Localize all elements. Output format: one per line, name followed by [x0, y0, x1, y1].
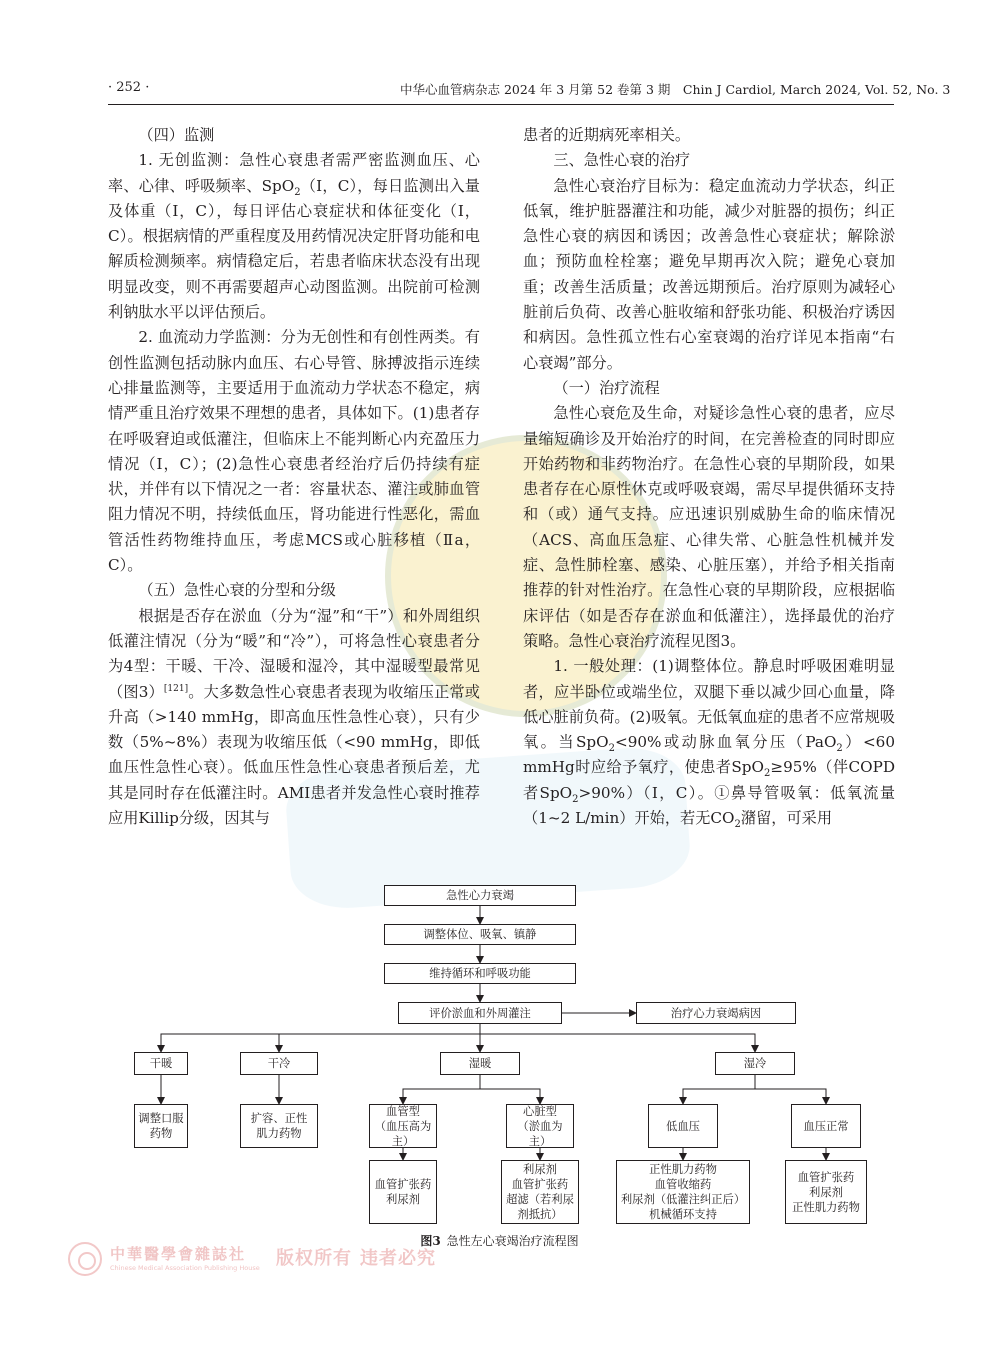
node-normotension-treatment: 血管扩张药 利尿剂 正性肌力药物: [785, 1160, 867, 1224]
publisher-emblem-icon: [68, 1242, 102, 1276]
node-treat-cause: 治疗心力衰竭病因: [636, 1002, 796, 1024]
reference-marker: [121]: [163, 683, 189, 694]
paragraph-treatment-flow: 急性心衰危及生命，对疑诊急性心衰的患者，应尽量缩短确诊及开始治疗的时间，在完善检查的同时即应开始药物和非药物治疗。在急性心衰的早期阶段，如果患者存在心原性休克或呼吸衰竭，需尽早提供循环支持和（或）通气支持。应迅速识别威胁生命的临床情况（ACS、高血压急症、心律失常、心脏急性机械并发症、急性肺栓塞、感染、心脏压塞），并给予相关指南推荐的针对性治疗。在急性心衰的早期阶段，应根据临床评估（如是否存在淤血和低灌注），选择最优的治疗策略。急性心衰治疗流程见图3。: [523, 404, 895, 650]
publisher-logo: [68, 1240, 488, 1278]
section-heading-treatment: 三、急性心衰的治疗: [553, 151, 691, 170]
copyright-notice: 版权所有: [276, 1248, 352, 1269]
node-assess-congestion: 评价淤血和外周灌注: [398, 1002, 562, 1024]
node-dry-cold-treatment: 扩容、正性 肌力药物: [240, 1104, 318, 1148]
node-cardiac-type: 心脏型 （淤血为主）: [506, 1104, 574, 1148]
infringement-notice: 违者必究: [360, 1248, 436, 1269]
node-vascular-treatment: 血管扩张药 利尿剂: [369, 1160, 437, 1224]
figure-caption-text: 急性左心衰竭治疗流程图: [446, 1234, 579, 1248]
section-heading-monitor: （四）监测: [138, 126, 215, 144]
node-wet-cold: 湿冷: [715, 1052, 795, 1075]
section-heading-flow: （一）治疗流程: [553, 378, 660, 397]
node-maintain-circulation: 维持循环和呼吸功能: [384, 963, 576, 984]
node-hypotension-treatment: 正性肌力药物 血管收缩药 利尿剂（低灌注纠正后） 机械循环支持: [616, 1160, 750, 1224]
figure-label: 图3: [420, 1234, 441, 1248]
paragraph-general-care: 1. 一般处理：(1)调整体位。静息时呼吸困难明显者，应半卧位或端坐位，双腿下垂以减少回心血量，降低心脏前负荷。(2)吸氧。无低氧血症的患者不应常规吸氧。当SpO$_2$<90%或动脉血氧分压（PaO$_2$）<60 mmHg时应给予氧疗，使患者SpO$_2$≥95%（伴COPD者SpO$_2$>90%）（Ⅰ，C）。①鼻导管吸氧：低氧流量（1~2 L/min）开始，若无$CO_2$潴留，可采用: [523, 657, 896, 831]
node-cardiac-treatment: 利尿剂 血管扩张药 超滤（若利尿 剂抵抗）: [501, 1160, 579, 1224]
publisher-name: 中華醫學會雜誌社: [110, 1245, 247, 1263]
node-normotension: 血压正常: [791, 1104, 861, 1148]
node-vascular-type: 血管型 （血压高为主）: [369, 1104, 437, 1148]
node-dry-cold: 干冷: [240, 1052, 318, 1075]
paragraph-treatment-goals: 急性心衰治疗目标为：稳定血流动力学状态，纠正低氧，维护脏器灌注和功能，减少对脏器的损伤；纠正急性心衰的病因和诱因；改善急性心衰症状；解除淤血；预防血栓栓塞；避免早期再次入院；避免心衰加重；改善生活质量；改善远期预后。治疗原则为减轻心脏前后负荷、改善心脏收缩和舒张功能、积极治疗诱因和病因。急性孤立性右心室衰竭的治疗详见本指南“右心衰竭”部分。: [523, 176, 895, 372]
paragraph-hemodynamic: 2. 血流动力学监测：分为无创性和有创性两类。有创性监测包括动脉内血压、右心导管、脉搏波指示连续心排量监测等，主要适用于血流动力学状态不稳定，病情严重且治疗效果不理想的患者，具体如下。(1)患者存在呼吸窘迫或低灌注，但临床上不能判断心内充盈压力情况（Ⅰ，C）；(2)急性心衰患者经治疗后仍持续有症状，并伴有以下情况之一者：容量状态、灌注或肺血管阻力情况不明，持续低血压，肾功能进行性恶化，需血管活性药物维持血压，考虑MCS或心脏移植（Ⅱa，C）。: [108, 328, 480, 575]
publisher-name-english: Chinese Medical Association Publishing House: [110, 1264, 260, 1272]
page-number: · 252 ·: [108, 80, 150, 95]
section-heading-classify: （五）急性心衰的分型和分级: [138, 581, 336, 600]
node-hypotension: 低血压: [648, 1104, 718, 1148]
node-dry-warm-treatment: 调整口服 药物: [134, 1104, 188, 1148]
node-dry-warm: 干暖: [134, 1052, 188, 1075]
node-wet-warm: 湿暖: [440, 1052, 520, 1075]
paragraph-noninvasive: 1. 无创监测：急性心衰患者需严密监测血压、心率、心律、呼吸频率、SpO$_2$（Ⅰ，C），每日监测出入量及体重（Ⅰ，C），每日评估心衰症状和体征变化（Ⅰ，C）。根据病情的严重程度及用药情况决定肝肾功能和电解质检测频率。病情稳定后，若患者临床状态没有出现明显改变，则不再需要超声心动图监测。出院前可检测利钠肽水平以评估预后。: [108, 151, 480, 322]
node-acute-hf: 急性心力衰竭: [384, 885, 576, 906]
paragraph-classification: 根据是否存在淤血（分为“湿”和“干”）和外周组织低灌注情况（分为“暖”和“冷”），可将急性心衰患者分为4型：干暖、干冷、湿暖和湿冷，其中湿暖型最常见（图3）[121]。大多数急性心衰患者表现为收缩压正常或升高（>140 mmHg，即高血压性急性心衰），只有少数（5%~8%）表现为收缩压低（<90 mmHg，即低血压性急性心衰）。低血压性急性心衰患者预后差，尤其是同时存在低灌注时。AMI患者并发急性心衰时推荐应用Killip分级，因其与: [108, 606, 480, 828]
journal-citation: 中华心血管病杂志 2024 年 3 月第 52 卷第 3 期 Chin J Cardiol, March 2024, Vol. 52, No. 3: [400, 82, 951, 97]
paragraph-continued: 患者的近期病死率相关。: [523, 126, 691, 144]
node-adjust-position: 调整体位、吸氧、镇静: [384, 924, 576, 945]
